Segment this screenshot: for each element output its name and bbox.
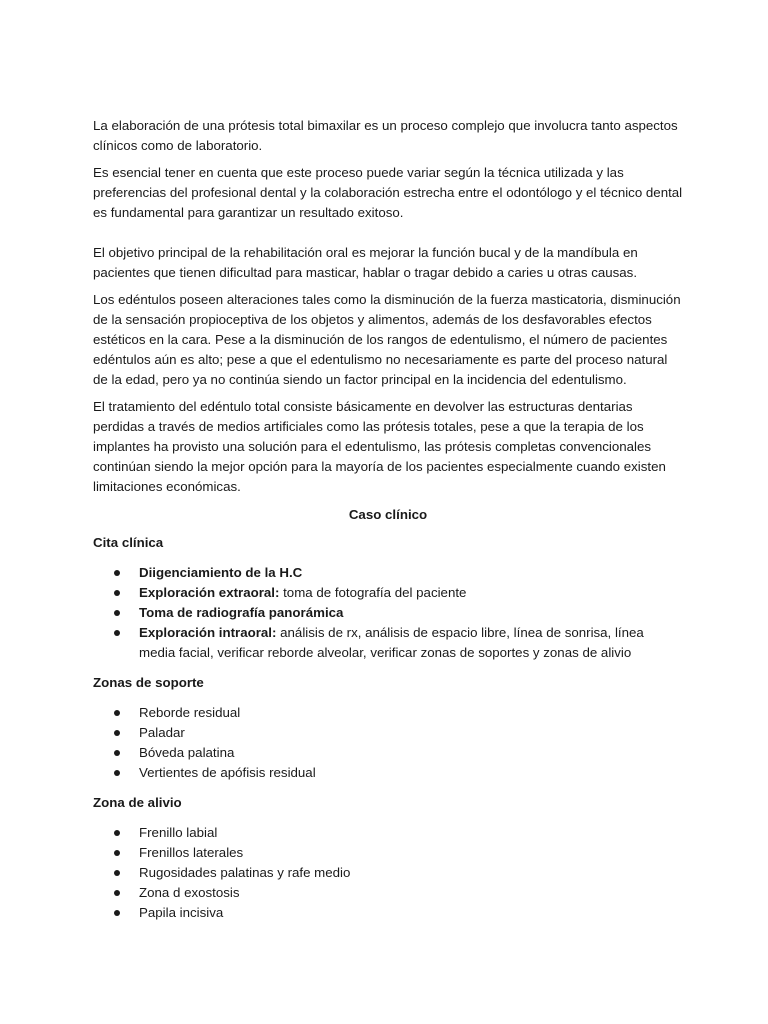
bullet-icon — [114, 750, 120, 756]
bullet-icon — [114, 890, 120, 896]
paragraph-edentulous: Los edéntulos poseen alteraciones tales como la disminución de la fuerza masticatoria, disminución de la sensación propioceptiva de los objetos y alimentos, además de los desfavorables efectos estéticos en la cara. Pese a la disminución de los rangos de edentulismo, el número de pacientes edéntulos aún es alto; pese a que el edentulismo no necesariamente es parte del proceso natural de la edad, pero ya no continúa siendo un factor principal en la incidencia del edentulismo. — [93, 292, 681, 387]
alivio-list — [93, 823, 683, 923]
paragraph-treatment: El tratamiento del edéntulo total consiste básicamente en devolver las estructuras dentarias perdidas a través de medios artificiales como las prótesis totales, pese a que la terapia de los implantes ha provisto una solución para el edentulismo, las prótesis completas convencionales continúan siendo la mejor opción para la mayoría de los pacientes especialmente cuando existen limitaciones económicas. — [93, 399, 666, 494]
list-item-text: Frenillos laterales — [139, 845, 244, 860]
cita-heading: Cita clínica — [93, 535, 164, 550]
paragraph-process: Es esencial tener en cuenta que este proceso puede variar según la técnica utilizada y las preferencias del profesional dental y la colaboración estrecha entre el odontólogo y el técnico dental es fundamental para garantizar un resultado exitoso. — [93, 165, 683, 220]
list-item-text: Bóveda palatina — [139, 745, 235, 760]
case-title: Caso clínico — [348, 507, 428, 522]
list-item-text: Reborde residual — [139, 705, 241, 720]
bullet-icon — [114, 730, 120, 736]
cita-list — [93, 563, 683, 663]
list-item-bold: Toma de radiografía panorámica — [139, 605, 344, 620]
list-item — [139, 723, 683, 743]
bullet-icon — [114, 870, 120, 876]
list-item-text: Rugosidades palatinas y rafe medio — [139, 865, 351, 880]
list-item — [139, 623, 683, 663]
list-item-text: Vertientes de apófisis residual — [139, 765, 316, 780]
list-item — [139, 763, 683, 783]
list-item — [139, 603, 683, 623]
bullet-icon — [114, 610, 120, 616]
bullet-icon — [114, 570, 120, 576]
list-item-text: Frenillo labial — [139, 825, 218, 840]
list-item-bold: Exploración intraoral: — [139, 625, 277, 640]
list-item — [139, 843, 683, 863]
bullet-icon — [114, 910, 120, 916]
soporte-list — [93, 703, 683, 783]
list-item-text: Papila incisiva — [139, 905, 224, 920]
list-item — [139, 883, 683, 903]
document-body — [93, 116, 683, 933]
bullet-icon — [114, 770, 120, 776]
paragraph-intro: La elaboración de una prótesis total bimaxilar es un proceso complejo que involucra tanto aspectos clínicos como de laboratorio. — [93, 118, 678, 153]
alivio-heading: Zona de alivio — [93, 795, 182, 810]
soporte-heading: Zonas de soporte — [93, 675, 204, 690]
list-item — [139, 743, 683, 763]
list-item — [139, 863, 683, 883]
bullet-icon — [114, 830, 120, 836]
list-item — [139, 703, 683, 723]
list-item-text: Zona d exostosis — [139, 885, 240, 900]
list-item-bold: Exploración extraoral: — [139, 585, 280, 600]
list-item-text: toma de fotografía del paciente — [279, 585, 467, 600]
list-item-text: análisis de rx, análisis de espacio libre, línea de sonrisa, línea media facial, verificar reborde alveolar, verificar zonas de soportes y zonas de alivio — [139, 625, 644, 660]
list-item-bold: Diigenciamiento de la H.C — [139, 565, 303, 580]
paragraph-objective: El objetivo principal de la rehabilitación oral es mejorar la función bucal y de la mandíbula en pacientes que tienen dificultad para masticar, hablar o tragar debido a caries u otras causas. — [93, 245, 638, 280]
bullet-icon — [114, 630, 120, 636]
bullet-icon — [114, 590, 120, 596]
bullet-icon — [114, 710, 120, 716]
list-item — [139, 903, 683, 923]
list-item — [139, 563, 683, 583]
list-item — [139, 583, 683, 603]
bullet-icon — [114, 850, 120, 856]
list-item — [139, 823, 683, 843]
list-item-text: Paladar — [139, 725, 185, 740]
